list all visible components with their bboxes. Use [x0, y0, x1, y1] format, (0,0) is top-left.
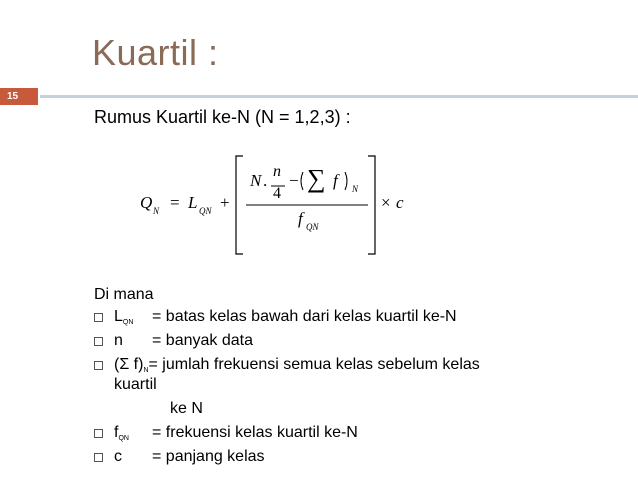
- numerator-n-cap: N: [250, 171, 262, 190]
- symbol-subscript: QN: [122, 319, 134, 326]
- definition-text: = batas kelas bawah dari kelas kuartil ke-N: [152, 308, 457, 325]
- denominator-f: f: [298, 209, 303, 228]
- lhs-q-sub: N: [153, 206, 160, 216]
- class-width-c: c: [396, 193, 404, 212]
- formula-brackets: [140, 150, 560, 260]
- definition-symbol: [114, 308, 133, 326]
- square-bullet-icon: [94, 337, 103, 346]
- paren-sub-n: N: [352, 184, 359, 194]
- title-divider: [40, 95, 638, 98]
- sigma-symbol: ∑: [307, 164, 326, 193]
- plus-sign: +: [220, 193, 230, 212]
- slide-title: Kuartil :: [92, 32, 219, 73]
- definition-symbol: n: [114, 332, 123, 349]
- numerator-four: 4: [273, 185, 281, 202]
- symbol-text: (Σ f): [114, 356, 144, 373]
- definition-text: = frekuensi kelas kuartil ke-N: [152, 424, 358, 441]
- lower-bound-l: L: [188, 193, 198, 212]
- definition-text: = jumlah frekuensi semua kelas sebelum kelas: [148, 356, 480, 373]
- equals-sign: =: [170, 193, 180, 212]
- square-bullet-icon: [94, 361, 103, 370]
- denominator-f-sub: QN: [306, 222, 319, 232]
- quartile-formula: [140, 150, 560, 260]
- times-sign: ×: [381, 193, 391, 212]
- numerator-f: f: [333, 171, 338, 190]
- numerator-n: n: [273, 163, 281, 180]
- lhs-q: Q: [140, 193, 153, 212]
- definition-symbol: c: [114, 448, 122, 465]
- symbol-subscript: N: [143, 367, 149, 374]
- definition-symbol: [114, 424, 129, 442]
- symbol-text: f: [114, 424, 119, 441]
- minus-sign: −: [289, 171, 299, 190]
- formula-heading: Rumus Kuartil ke-N (N = 1,2,3) :: [94, 107, 351, 127]
- slide-number-badge: 15: [0, 88, 38, 105]
- symbol-text: L: [114, 308, 123, 325]
- definition-wrap-line: ke N: [170, 400, 203, 417]
- definition-wrap-line: kuartil: [114, 376, 157, 393]
- definition-symbol: [114, 356, 480, 374]
- square-bullet-icon: [94, 453, 103, 462]
- lower-bound-sub: QN: [199, 206, 212, 216]
- definition-text: = banyak data: [152, 332, 253, 349]
- square-bullet-icon: [94, 429, 103, 438]
- definitions-heading: Di mana: [94, 286, 154, 303]
- symbol-subscript: QN: [118, 435, 129, 442]
- definition-text: = panjang kelas: [152, 448, 265, 465]
- square-bullet-icon: [94, 313, 103, 322]
- numerator-dot: .: [263, 171, 268, 190]
